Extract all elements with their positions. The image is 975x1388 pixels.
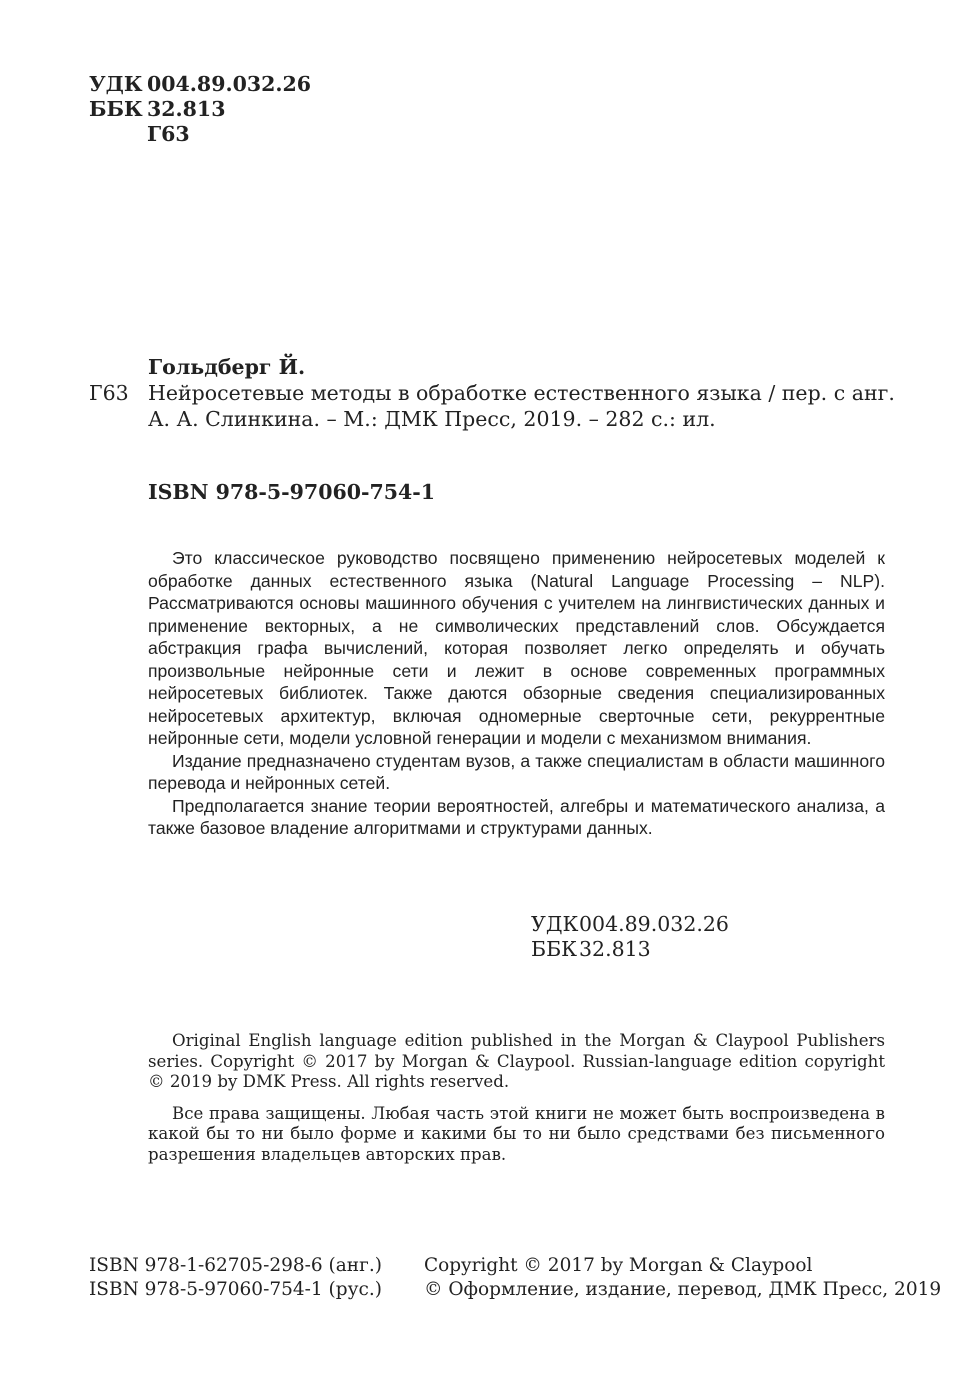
udk-value: 004.89.032.26 bbox=[579, 912, 729, 936]
udk-row bbox=[89, 72, 311, 97]
udk-row bbox=[531, 912, 729, 937]
udk-label: УДК bbox=[531, 912, 579, 936]
rights-reserved-note: Все права защищены. Любая часть этой книги не может быть воспроизведена в какой бы то ни было форме и какими бы то ни было средствами без письменного разрешения владельцев авторских прав. bbox=[148, 1103, 885, 1164]
top-classification-block bbox=[89, 72, 311, 147]
bibliography-title-line: Нейросетевые методы в обработке естественного языка / пер. с анг. bbox=[148, 381, 895, 405]
annotation-paragraph: Предполагается знание теории вероятностей, алгебры и математического анализа, а также базовое владение алгоритмами и структурами данных. bbox=[148, 795, 885, 838]
footer-isbn-block bbox=[89, 1254, 382, 1302]
udk-label: УДК bbox=[89, 72, 143, 96]
cutter-number: Г63 bbox=[147, 122, 190, 146]
bibliography-imprint-line: А. А. Слинкина. – М.: ДМК Пресс, 2019. – 282 с.: ил. bbox=[148, 407, 716, 431]
annotation-paragraph: Издание предназначено студентам вузов, а также специалистам в области машинного перевода и нейронных сетей. bbox=[148, 750, 885, 793]
isbn-main: ISBN 978-5-97060-754-1 bbox=[148, 480, 436, 504]
cutter-row bbox=[89, 122, 311, 147]
bbk-label: ББК bbox=[531, 937, 577, 961]
isbn-english: ISBN 978-1-62705-298-6 (анг.) bbox=[89, 1255, 382, 1276]
bottom-classification-block bbox=[531, 912, 729, 962]
author-name: Гольдберг Й. bbox=[148, 355, 306, 379]
bbk-value: 32.813 bbox=[147, 97, 226, 121]
copyright-notes bbox=[148, 1031, 885, 1176]
bibliographic-description bbox=[148, 380, 895, 432]
isbn-russian: ISBN 978-5-97060-754-1 (рус.) bbox=[89, 1279, 382, 1300]
copyright-original: Copyright © 2017 by Morgan & Claypool bbox=[424, 1255, 813, 1276]
bibliography-cutter: Г63 bbox=[89, 381, 129, 405]
bbk-label: ББК bbox=[89, 97, 143, 121]
footer-copyright-block bbox=[424, 1254, 941, 1302]
annotation-paragraph: Это классическое руководство посвящено применению нейросетевых моделей к обработке данных естественного языка (Natural Language Processing – NLP). Рассматриваются основы машинного обучения с учителем на лингвистических данных и применение векторных, а не символических представлений слов. Обсуждается абстракция графа вычислений, которая позволяет легко определять и обучать произвольные нейронные сети и лежит в основе современных программных нейросетевых библиотек. Также даются обзорные сведения специализированных нейросетевых архитектур, включая одномерные сверточные сети, рекуррентные нейронные сети, модели условной генерации и модели с механизмом внимания. bbox=[148, 548, 885, 748]
copyright-russian: © Оформление, издание, перевод, ДМК Пресс, 2019 bbox=[424, 1279, 942, 1300]
annotation bbox=[148, 547, 885, 840]
udk-value: 004.89.032.26 bbox=[147, 72, 312, 96]
original-edition-note: Original English language edition published in the Morgan & Claypool Publishers series. Copyright © 2017 by Morgan & Claypool. Russian-language edition copyright © 2019 by DMK Press. All rights reserved. bbox=[148, 1031, 885, 1091]
bbk-row bbox=[89, 97, 311, 122]
bbk-row bbox=[531, 937, 729, 962]
bbk-value: 32.813 bbox=[579, 937, 651, 961]
